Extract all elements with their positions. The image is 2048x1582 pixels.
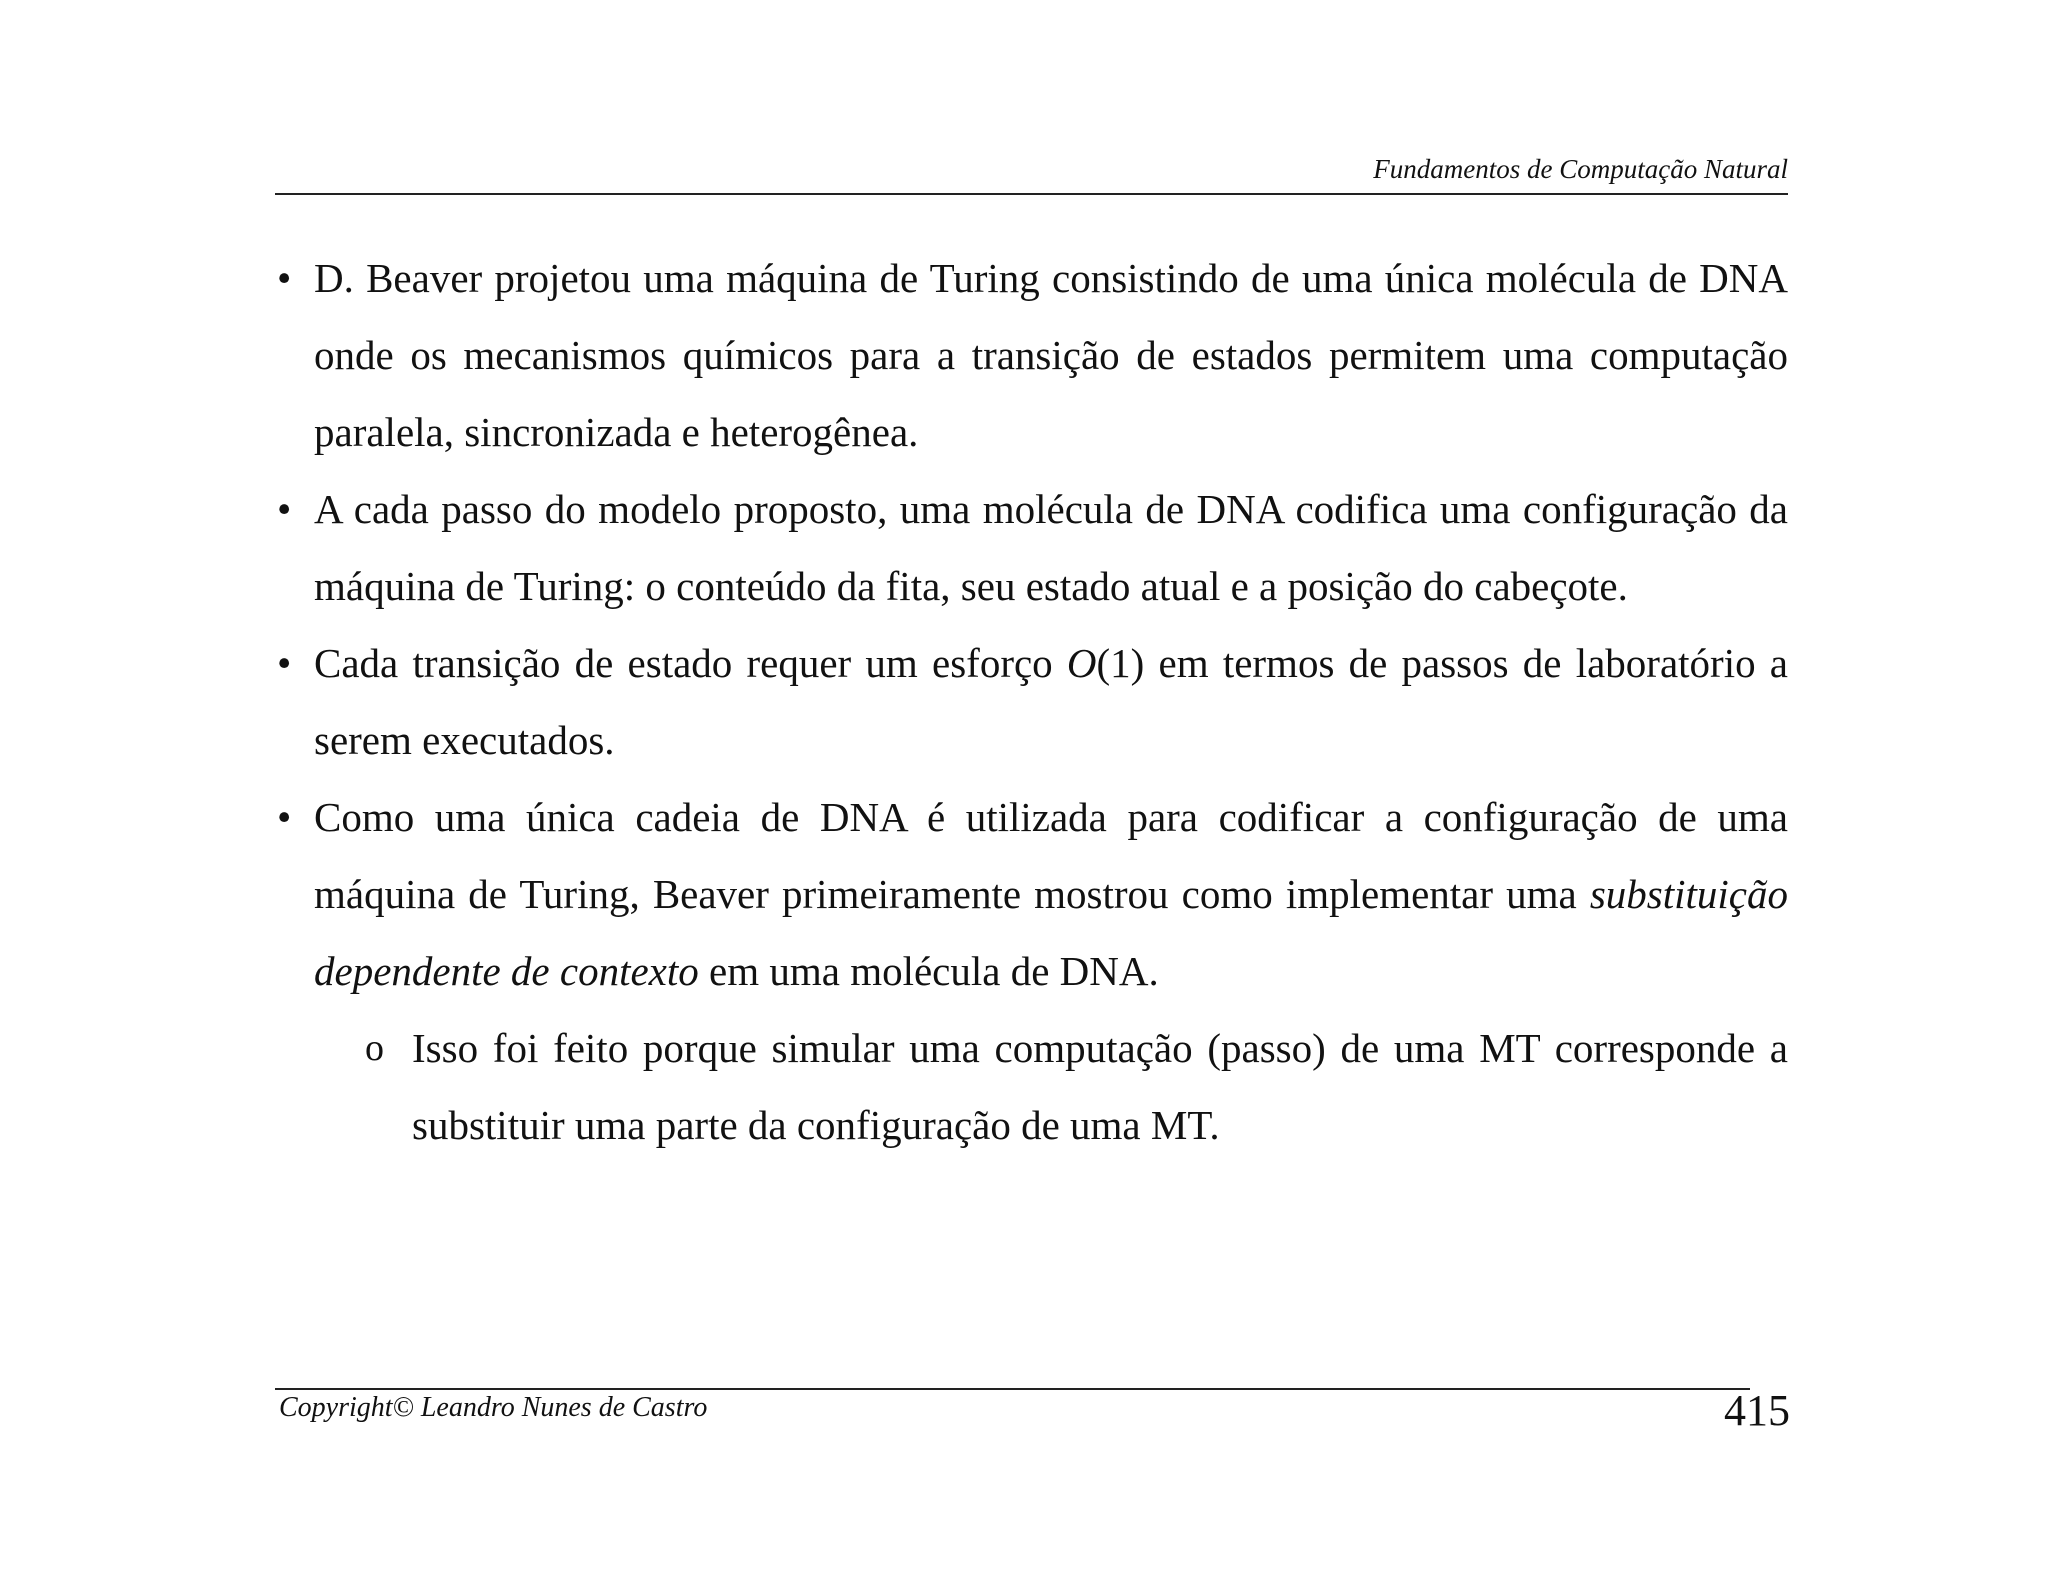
bullet-text: D. Beaver projetou uma máquina de Turing consistindo de uma única molécula de DNA onde os mecanismos químicos para a transição de estados permitem uma computação paralela, sincronizada e heterogênea. — [314, 255, 1788, 455]
bullet-text: A cada passo do modelo proposto, uma molécula de DNA codifica uma configuração da máquina de Turing: o conteúdo da fita, seu estado atual e a posição do cabeçote. — [314, 486, 1788, 609]
page-number: 415 — [1724, 1386, 1790, 1435]
bullet-item — [275, 471, 1788, 625]
bullet-icon: • — [277, 486, 292, 532]
big-o-symbol: O — [1066, 640, 1097, 686]
bullet-text-end: em uma molécula de DNA. — [698, 948, 1159, 994]
bullet-icon: • — [277, 255, 292, 301]
copyright-notice: Copyright© Leandro Nunes de Castro — [279, 1392, 708, 1423]
bullet-item — [275, 779, 1788, 1010]
bullet-text-start: Cada transição de estado requer um esforço — [314, 640, 1067, 686]
sub-bullet-item — [275, 1010, 1788, 1164]
emphasized-term: substituição dependente de contexto — [314, 871, 1788, 994]
running-header: Fundamentos de Computação Natural — [1373, 154, 1788, 184]
bullet-text-start: Como uma única cadeia de DNA é utilizada para codificar a configuração de uma máquina de Turing, Beaver primeiramente mostrou como implementar uma — [314, 794, 1788, 917]
bullet-item — [275, 240, 1788, 471]
circle-bullet-icon: o — [365, 1027, 384, 1069]
bullet-item — [275, 625, 1788, 779]
footer-divider — [275, 1388, 1750, 1390]
header-divider — [275, 193, 1788, 195]
sub-bullet-text: Isso foi feito porque simular uma computação (passo) de uma MT corresponde a substituir uma parte da configuração de uma MT. — [412, 1025, 1788, 1148]
bullet-icon: • — [277, 794, 292, 840]
bullet-text-end: (1) em termos de passos de laboratório a serem executados. — [314, 640, 1788, 763]
bullet-icon: • — [277, 640, 292, 686]
slide-body — [275, 240, 1788, 1164]
